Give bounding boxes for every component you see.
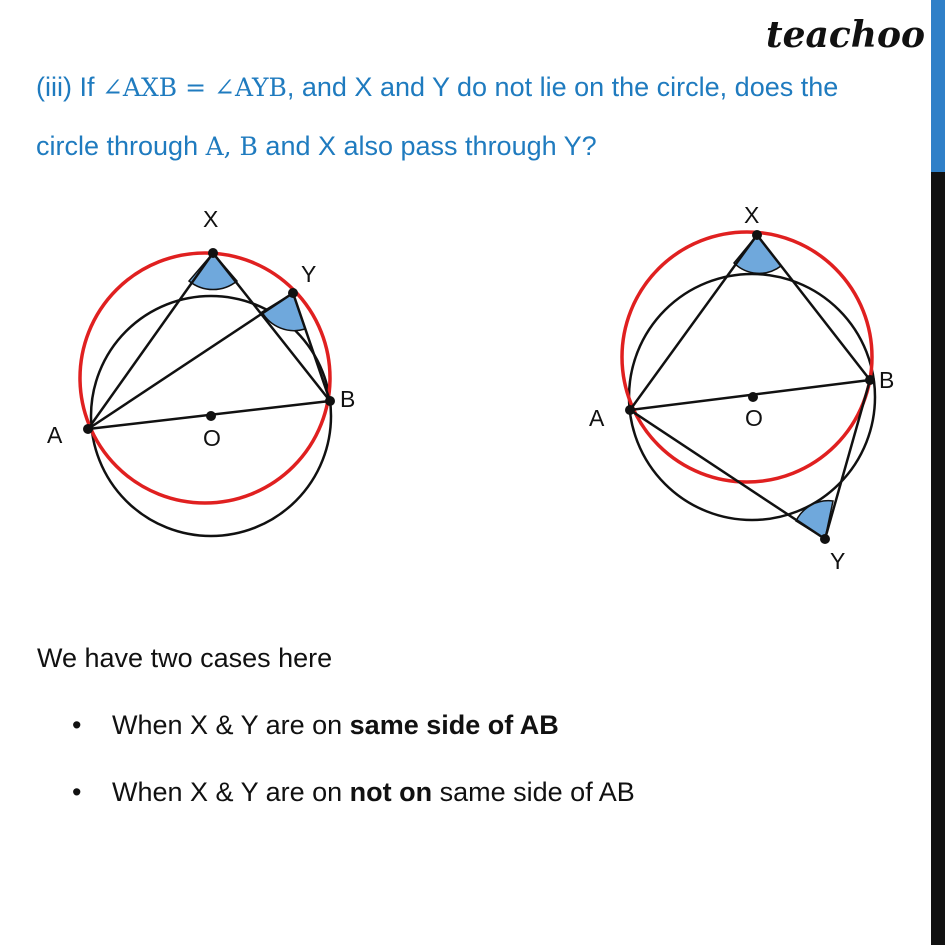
side-bar [931,0,945,945]
label-x: X [203,206,219,232]
angle-axb: ∠AXB [101,73,178,102]
bullet: • [72,710,82,740]
cases-list [72,705,635,839]
case-text-after: same side of AB [432,777,635,807]
list-item [72,772,635,839]
angle-ayb: ∠AYB [214,73,287,102]
point-o [748,392,758,402]
figure-opposite-side [470,185,931,585]
label-o: O [203,425,221,451]
label-y: Y [830,548,846,574]
case-text-bold: not on [349,777,433,807]
point-x [208,248,218,258]
figure-same-side [0,185,470,585]
question-line2-end: and X also pass through Y? [257,131,597,161]
label-x: X [744,202,760,228]
equals-sign: = [177,73,214,102]
point-o [206,411,216,421]
label-a: A [47,422,63,448]
angle-x-sector [189,253,237,290]
label-a: A [589,405,605,431]
side-bar-accent [931,0,945,172]
intro-text: We have two cases here [37,643,333,673]
point-x [752,230,762,240]
point-b [865,375,875,385]
label-y: Y [301,261,317,287]
segment-ax [630,235,757,410]
label-b: B [879,367,895,393]
question-line-1 [36,58,916,117]
segment-ay [630,410,825,539]
question-middle: , and X and Y do not lie on the circle, does the [286,72,839,102]
point-a [83,424,93,434]
case-text-bold: same side of AB [349,710,559,740]
bullet: • [72,777,82,807]
point-y [288,288,298,298]
question-line2-start: circle through [36,131,206,161]
label-o: O [745,405,763,431]
brand-logo: teachoo [766,14,925,56]
label-b: B [340,386,356,412]
question-text [36,58,916,176]
segment-xb [757,235,870,380]
question-prefix: (iii) If [36,72,102,102]
points-ab: A, B [205,132,258,161]
point-a [625,405,635,415]
case-text-before: When X & Y are on [112,777,350,807]
segment-ax [88,253,213,429]
point-b [325,396,335,406]
question-line-2 [36,117,916,176]
angle-x-sector [734,235,781,273]
case-text-before: When X & Y are on [112,710,350,740]
segment-yb [825,380,870,539]
point-y [820,534,830,544]
list-item [72,705,635,772]
